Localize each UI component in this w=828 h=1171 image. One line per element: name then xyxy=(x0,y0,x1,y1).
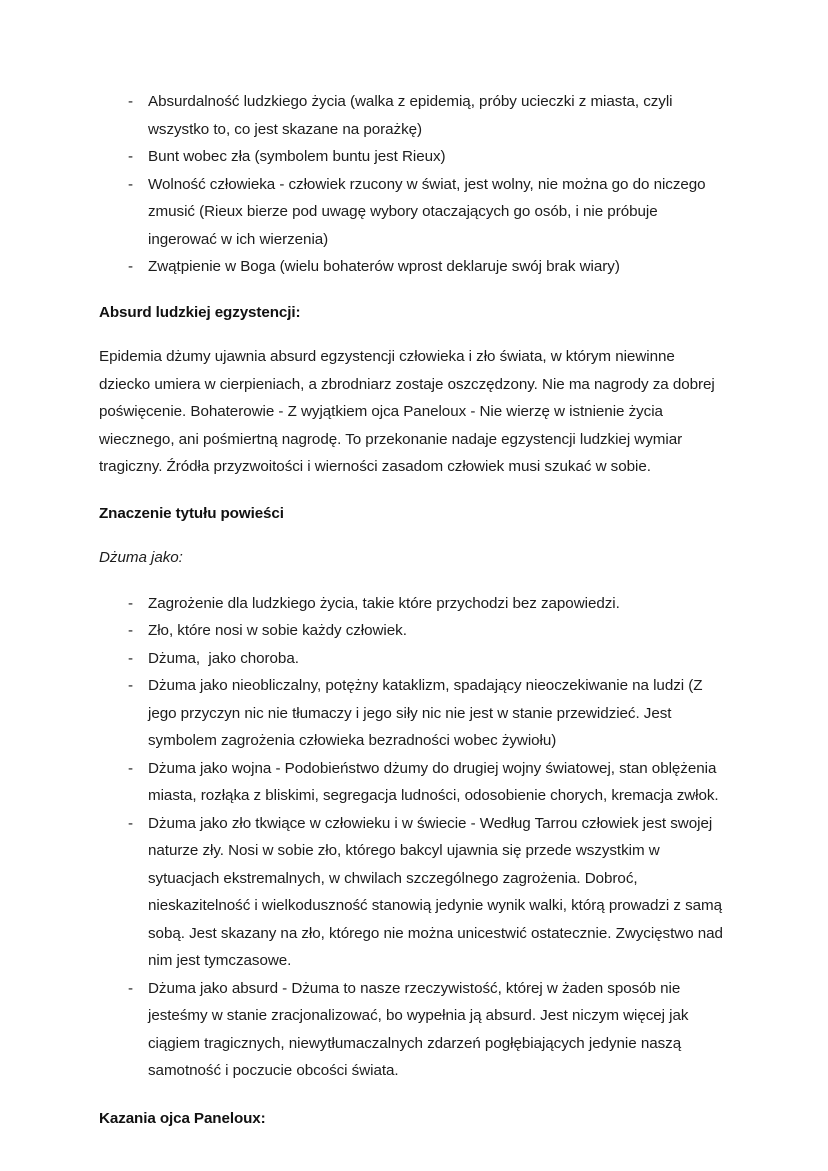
list-item xyxy=(99,975,730,1085)
list-item xyxy=(99,810,730,975)
list-item xyxy=(99,672,730,755)
bullet-dash-icon: - xyxy=(128,258,134,275)
list-item-text: Zagrożenie dla ludzkiego życia, takie które przychodzi bez zapowiedzi. xyxy=(148,594,620,612)
list-item-text: Zwątpienie w Boga (wielu bohaterów wprost deklaruje swój brak wiary) xyxy=(148,258,620,275)
bullet-dash-icon: - xyxy=(128,148,134,165)
bullet-dash-icon: - xyxy=(128,175,134,193)
spacer xyxy=(99,1085,730,1105)
spacer xyxy=(99,527,730,544)
list-item xyxy=(99,590,730,618)
bullet-dash-icon: - xyxy=(128,93,134,110)
list-item-text: Dżuma jako absurd - Dżuma to nasze rzeczywistość, której w żaden sposób nie jesteśmy w stanie zracjonalizować, bo wypełnia ją absurd. Jest niczym więcej jak ciągiem tragicznych, niewytłumaczalnych zdarzeń pogłębiających jedynie naszą samotność i poczucie obcości świata. xyxy=(148,979,693,1079)
section-heading-sermons: Kazania ojca Paneloux: xyxy=(99,1109,266,1127)
list-item xyxy=(99,755,730,810)
spacer xyxy=(99,326,730,343)
list-item xyxy=(99,88,730,143)
bullet-dash-icon: - xyxy=(128,814,134,832)
list-item-text: Zło, które nosi w sobie każdy człowiek. xyxy=(148,622,407,639)
list-item-text: Dżuma jako zło tkwiące w człowieku i w świecie - Według Tarrou człowiek jest swojej naturze zły. Nosi w sobie zło, którego bakcyl ujawnia się przede wszystkim w sytuacjach ekstremalnych, w chwilach szczególnego zagrożenia. Dobroć, nieskazitelność i wielkoduszność stanowią jedynie wynik walki, którą prowadzi z samą sobą. Jest skazany na zło, którego nie można unicestwić ostatecznie. Zwycięstwo nad nim jest tymczasowe. xyxy=(148,814,728,969)
bullet-dash-icon: - xyxy=(128,759,134,777)
bullet-dash-icon: - xyxy=(128,622,134,639)
spacer xyxy=(99,572,730,590)
list-item xyxy=(99,253,730,281)
list-item xyxy=(99,617,730,645)
title-meaning-bullet-list xyxy=(99,590,730,1085)
section-heading-absurd: Absurd ludzkiej egzystencji: xyxy=(99,303,301,321)
bullet-dash-icon: - xyxy=(128,649,134,667)
list-item xyxy=(99,171,730,254)
list-item-text: Bunt wobec zła (symbolem buntu jest Rieux) xyxy=(148,148,446,165)
list-item-text: Dżuma jako nieobliczalny, potężny kataklizm, spadający nieoczekiwanie na ludzi (Z jego przyczyn nic nie tłumaczy i jego siły nic nie jest w stanie przewidzieć. Jest symbolem zagrożenia człowieka bezradności wobec żywiołu) xyxy=(148,677,707,749)
bullet-dash-icon: - xyxy=(128,979,134,997)
list-item xyxy=(99,645,730,673)
list-item-text: Dżuma jako wojna - Podobieństwo dżumy do drugiej wojny światowej, stan oblężenia miasta, rozłąka z bliskimi, segregacja ludności, odosobienie chorych, kremacja zwłok. xyxy=(148,759,721,804)
bullet-dash-icon: - xyxy=(128,677,134,694)
list-item-text: Dżuma, jako choroba. xyxy=(148,649,299,667)
section-paragraph-absurd: Epidemia dżumy ujawnia absurd egzystencji człowieka i zło świata, w którym niewinne dziecko umiera w cierpieniach, a zbrodniarz zostaje oszczędzony. Nie ma nagrody za dobrej poświęcenie. Bohaterowie - Z wyjątkiem ojca Paneloux - Nie wierzę w istnienie życia wiecznego, ani pośmiertną nagrodę. To przekonanie nadaje egzystencji ludzkiej wymiar tragiczny. Źródła przyzwoitości i wierności zasadom człowiek musi szukać w sobie. xyxy=(99,348,715,475)
spacer xyxy=(99,481,730,500)
section-subheading-dzuma-jako: Dżuma jako: xyxy=(99,549,183,566)
themes-bullet-list xyxy=(99,88,730,281)
list-item-text: Wolność człowieka - człowiek rzucony w świat, jest wolny, nie można go do niczego zmusić (Rieux bierze pod uwagę wybory otaczających go osób, i nie próbuje ingerować w ich wierzenia) xyxy=(148,175,710,248)
document-body xyxy=(99,88,730,1132)
spacer xyxy=(99,281,730,299)
bullet-dash-icon: - xyxy=(128,594,134,612)
list-item-text: Absurdalność ludzkiego życia (walka z epidemią, próby ucieczki z miasta, czyli wszystko to, co jest skazane na porażkę) xyxy=(148,93,677,138)
list-item xyxy=(99,143,730,171)
section-heading-title-meaning: Znaczenie tytułu powieści xyxy=(99,504,284,522)
